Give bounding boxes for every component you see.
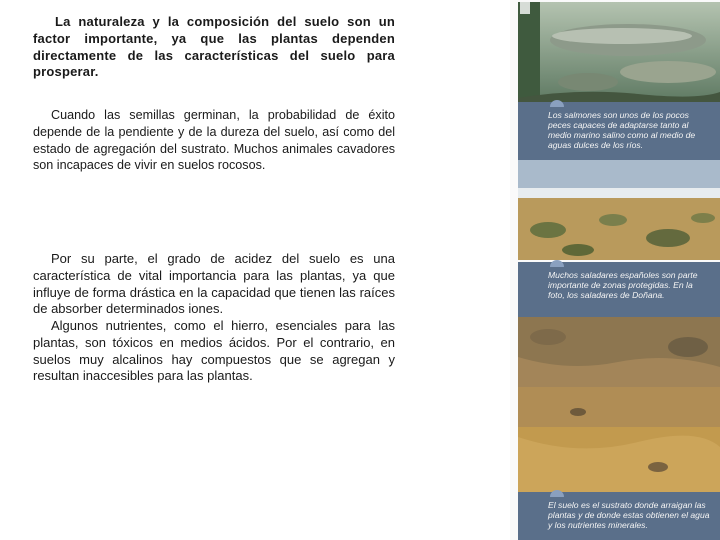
caption-marker-3	[550, 490, 564, 497]
caption-saltmarsh: Muchos saladares españoles son parte importante de zonas protegidas. En la foto, los saladares de Doñana.	[548, 270, 698, 300]
caption-marker-2	[550, 260, 564, 267]
paragraph-2: Cuando las semillas germinan, la probabilidad de éxito depende de la pendiente y de la dureza del suelo, así como del estado de agregación del sustrato. Muchos animales cavadores son incapaces de vivir en suelos rocosos.	[33, 108, 395, 173]
caption-marker-1	[550, 100, 564, 107]
caption-soil: El suelo es el sustrato donde arraigan las plantas y de donde estas obtienen el agua y los nutrientes minerales.	[548, 500, 710, 530]
saltmarsh-image	[518, 160, 720, 260]
saltmarsh-photo	[518, 160, 720, 260]
salmon-image	[518, 2, 720, 102]
paragraph-3: Por su parte, el grado de acidez del suelo es una característica de vital importancia para las plantas, ya que influye de forma drástica en la capacidad que tienen las raíces de absorber determinados iones.	[33, 251, 395, 317]
soil-photo	[518, 317, 720, 492]
caption-salmon: Los salmones son unos de los pocos peces capaces de adaptarse tanto al medio marino salino como al medio de aguas dulces de los ríos.	[548, 110, 696, 150]
photo-panel	[510, 0, 720, 540]
paragraph-4: Algunos nutrientes, como el hierro, esenciales para las plantas, son tóxicos en medios ácidos. Por el contrario, en suelos muy alcalinos hay compuestos que se agregan y resultan inaccesibles para las plantas.	[33, 318, 395, 384]
soil-image	[518, 317, 720, 492]
paragraph-1: La naturaleza y la composición del suelo son un factor importante, ya que las plantas dependen directamente de las características del suelo para prosperar.	[33, 14, 395, 80]
salmon-photo	[518, 2, 720, 102]
